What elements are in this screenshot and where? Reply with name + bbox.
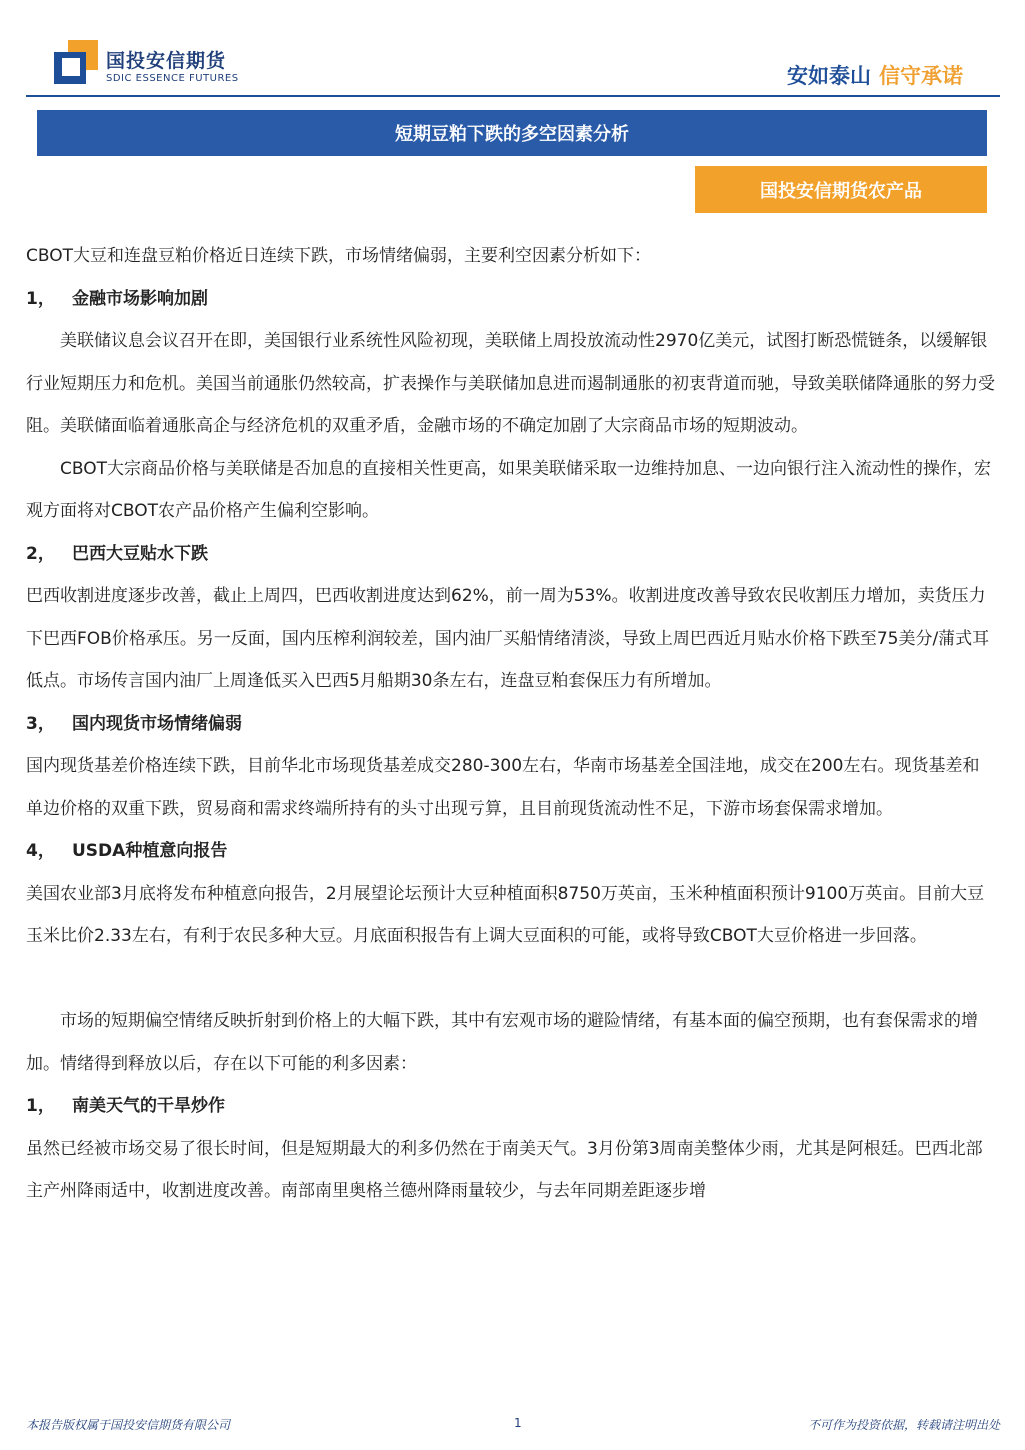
section-3-paragraph: 国内现货基差价格连续下跌，目前华北市场现货基差成交280-300左右，华南市场基差全国洼地，成交在200左右。现货基差和单边价格的双重下跌，贸易商和需求终端所持有的头寸出现亏算，且目前现货流动性不足，下游市场套保需求增加。 (26, 756, 980, 819)
section-number: 3， (26, 713, 55, 734)
company-logo-icon (54, 40, 98, 84)
section-number: 1， (26, 288, 55, 309)
section-heading-3 (26, 703, 996, 746)
page-footer (26, 1416, 1000, 1436)
section-heading-2 (26, 533, 996, 576)
section-title: USDA种植意向报告 (72, 841, 228, 861)
section-2-paragraph: 巴西收割进度逐步改善，截止上周四，巴西收割进度达到62%，前一周为53%。收割进度改善导致农民收割压力增加，卖货压力下巴西FOB价格承压。另一反面，国内压榨利润较差，国内油厂买船情绪清淡，导致上周巴西近月贴水价格下跌至75美分/蒲式耳低点。市场传言国内油厂上周逢低买入巴西5月船期30条左右，连盘豆粕套保压力有所增加。 (26, 586, 990, 691)
section-title: 南美天气的干旱炒作 (72, 1096, 225, 1116)
section-number: 4， (26, 841, 55, 861)
page-header (0, 0, 1025, 100)
slogan-part-2: 信守承诺 (879, 64, 963, 88)
slogan (787, 60, 963, 90)
summary-paragraph: 市场的短期偏空情绪反映折射到价格上的大幅下跌，其中有宏观市场的避险情绪，有基本面的偏空预期，也有套保需求的增加。情绪得到释放以后，存在以下可能的利多因素： (26, 1011, 978, 1074)
section-number: 1， (26, 1096, 55, 1116)
section-heading-4 (26, 830, 996, 873)
bullish-heading-1 (26, 1085, 996, 1128)
section-title: 国内现货市场情绪偏弱 (72, 713, 242, 734)
page-number: 1 (514, 1416, 522, 1430)
section-1-paragraph-1: 美联储议息会议召开在即，美国银行业系统性风险初现，美联储上周投放流动性2970亿美元，试图打断恐慌链条，以缓解银行业短期压力和危机。美国当前通胀仍然较高，扩表操作与美联储加息进而遏制通胀的初衷背道而驰，导致美联储降通胀的努力受阻。美联储面临着通胀高企与经济危机的双重矛盾，金融市场的不确定加剧了大宗商品市场的短期波动。 (26, 331, 995, 436)
report-title: 短期豆粕下跌的多空因素分析 (37, 110, 987, 156)
section-title: 巴西大豆贴水下跌 (72, 543, 208, 564)
intro-paragraph: CBOT大豆和连盘豆粕价格近日连续下跌，市场情绪偏弱，主要利空因素分析如下： (26, 246, 651, 266)
section-4-paragraph: 美国农业部3月底将发布种植意向报告，2月展望论坛预计大豆种植面积8750万英亩，玉米种植面积预计9100万英亩。目前大豆玉米比价2.33左右，有利于农民多种大豆。月底面积报告有上调大豆面积的可能，或将导致CBOT大豆价格进一步回落。 (26, 883, 985, 946)
slogan-part-1: 安如泰山 (787, 64, 871, 88)
header-divider (26, 95, 1000, 97)
company-name-cn: 国投安信期货 (106, 50, 227, 72)
paragraph-spacer (26, 958, 996, 1001)
section-number: 2， (26, 543, 55, 564)
section-title: 金融市场影响加剧 (72, 288, 208, 309)
company-name-en: SDIC ESSENCE FUTURES (106, 73, 239, 84)
footer-copyright: 本报告版权属于国投安信期货有限公司 (26, 1418, 231, 1432)
footer-disclaimer: 不可作为投资依据，转载请注明出处 (807, 1418, 1000, 1432)
department-label: 国投安信期货农产品 (695, 166, 987, 213)
section-heading-1 (26, 278, 996, 321)
bullish-1-paragraph: 虽然已经被市场交易了很长时间，但是短期最大的利多仍然在于南美天气。3月份第3周南美整体少雨，尤其是阿根廷。巴西北部主产州降雨适中，收割进度改善。南部南里奥格兰德州降雨量较少，与去年同期差距逐步增 (26, 1138, 983, 1201)
section-1-paragraph-2: CBOT大宗商品价格与美联储是否加息的直接相关性更高，如果美联储采取一边维持加息、一边向银行注入流动性的操作，宏观方面将对CBOT农产品价格产生偏利空影响。 (26, 458, 991, 521)
report-body (26, 235, 996, 1213)
